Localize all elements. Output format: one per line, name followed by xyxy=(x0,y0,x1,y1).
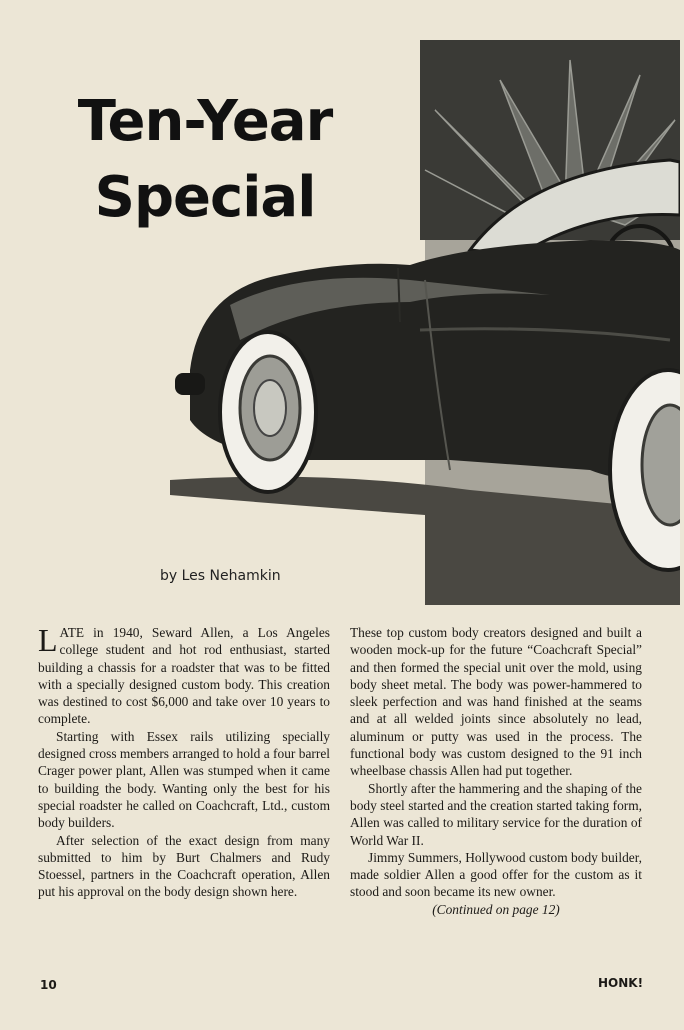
car-photo xyxy=(170,40,680,605)
paragraph-5: Shortly after the hammering and the shaping of the body steel started and the creation started taking form, Allen was called to military service for the duration of World War II. xyxy=(350,780,642,848)
title-line-2: Special xyxy=(94,165,316,230)
drop-cap: L xyxy=(38,622,58,658)
column-left xyxy=(38,624,330,901)
paragraph-4: These top custom body creators designed and built a wooden mock-up for the future “Coachcraft Special” and then formed the special unit over the mold, using body sheet metal. The body was power-hammered to sleek perfection and was hand finished at the seams and at all welded joints since absolutely no lead, aluminum or putty was used in the process. The functional body was custom designed to the 91 inch wheelbase chassis Allen had put together. xyxy=(350,625,642,779)
page-number: 10 xyxy=(40,978,57,992)
continued-note: (Continued on page 12) xyxy=(432,901,560,917)
magazine-name: HONK! xyxy=(598,976,644,990)
title-line-1: Ten-Year xyxy=(77,89,333,154)
paragraph-1-text: ATE in 1940, Seward Allen, a Los Angeles college student and hot rod enthusiast, started building a chassis for a roadster that was to be fitted with a specially designed custom body. This creation was destined to cost $6,000 and take over 10 years to complete. xyxy=(38,625,330,727)
byline: by Les Nehamkin xyxy=(160,568,281,584)
paragraph-6: Jimmy Summers, Hollywood custom body builder, made soldier Allen a good offer for the custom as it stood and soon became its new owner. xyxy=(350,849,642,900)
paragraph-1 xyxy=(38,624,330,728)
paragraph-2: Starting with Essex rails utilizing specially designed cross members arranged to hold a four barrel Crager power plant, Allen was stumped when it came to building the body. Wanting only the best for his special roadster he called on Coachcraft, Ltd., custom body builders. xyxy=(38,728,330,831)
paragraph-3: After selection of the exact design from many submitted to him by Burt Chalmers and Rudy Stoessel, partners in the Coachcraft operation, Allen put his approval on the body design shown here. xyxy=(38,832,330,900)
column-right xyxy=(350,624,642,918)
